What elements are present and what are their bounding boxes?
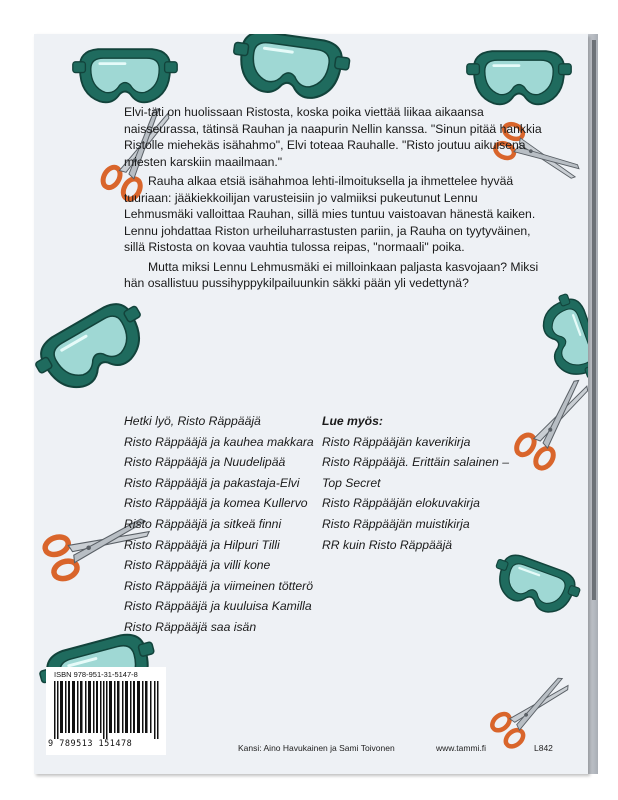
series-title: Risto Räppääjä ja Nuudelipää [124,455,286,470]
product-code: L842 [534,743,553,753]
also-read-item: Risto Räppääjän muistikirja [322,516,470,531]
also-read-list [322,411,522,555]
also-read-item: Top Secret [322,475,381,490]
also-read-item: Risto Räppääjä. Erittäin salainen – [322,455,509,470]
barcode-digits: 9 789513 151478 [48,739,133,749]
also-read-item: Risto Räppääjän kaverikirja [322,434,471,449]
series-title: Risto Räppääjä ja viimeinen tötterö [124,578,314,593]
also-read-heading: Lue myös: [322,414,383,428]
series-title: Risto Räppääjä ja komea Kullervo [124,496,308,511]
series-title: Risto Räppääjä ja kauhea makkara [124,434,314,449]
spine-edge [592,40,596,600]
cover-credits: Kansi: Aino Havukainen ja Sami Toivonen [238,743,395,753]
series-title: Risto Räppääjä ja kuuluisa Kamilla [124,599,312,614]
publisher-website: www.tammi.fi [436,743,487,753]
scissors-icon [482,661,583,757]
diving-goggles-icon [34,285,166,414]
series-title: Risto Räppääjä ja Hilpuri Tilli [124,537,280,552]
series-title: Risto Räppääjä ja pakastaja-Elvi [124,475,300,490]
blurb-paragraph: Mutta miksi Lennu Lehmusmäki ei milloinkaan paljasta kasvojaan? Miksi hän osallistuu pussihyppykilpailuunkin säkki pään yli vedettynä? [124,259,539,290]
blurb-paragraph: Rauha alkaa etsiä isähahmoa lehti-ilmoituksella ja ihmettelee hyvää tuuriaan: jääkiekkoilijan varusteisiin jo valmiiksi pukeutunut Lennu Lehmusmäki valloittaa Rauhan, sillä mies tuntuu vaistoavan hänestä kaiken. Lennu johdattaa Riston urheiluharrastusten pariin, ja Rauha on tyytyväinen, sillä Ristosta on kovaa vauhtia tulossa reipas, "normaali" poika. [124,174,536,254]
series-title: Risto Räppääjä ja sitkeä finni [124,516,282,531]
blurb-paragraph: Elvi-täti on huolissaan Ristosta, koska poika viettää liikaa aikaansa naisseurassa, tätinsä Rauhan ja naapurin Nellin kanssa. "Sinun pitää hankkia Ristolle miehekäs isähahmo", Elvi toteaa Rauhalle. "Risto joutuu aikuisena miesten karskiin maailmaan." [124,105,542,169]
series-title: Risto Räppääjä saa isän [124,619,257,634]
also-read-item: Risto Räppääjän elokuvakirja [322,496,480,511]
also-read-item: RR kuin Risto Räppääjä [322,537,453,552]
series-title: Hetki lyö, Risto Räppääjä [124,414,261,428]
barcode-icon [54,681,160,739]
series-title-list [124,411,324,638]
blurb [124,104,544,295]
series-title: Risto Räppääjä ja villi kone [124,558,271,573]
isbn-text: ISBN 978-951-31-5147-8 [54,670,138,679]
barcode-area [46,667,166,755]
